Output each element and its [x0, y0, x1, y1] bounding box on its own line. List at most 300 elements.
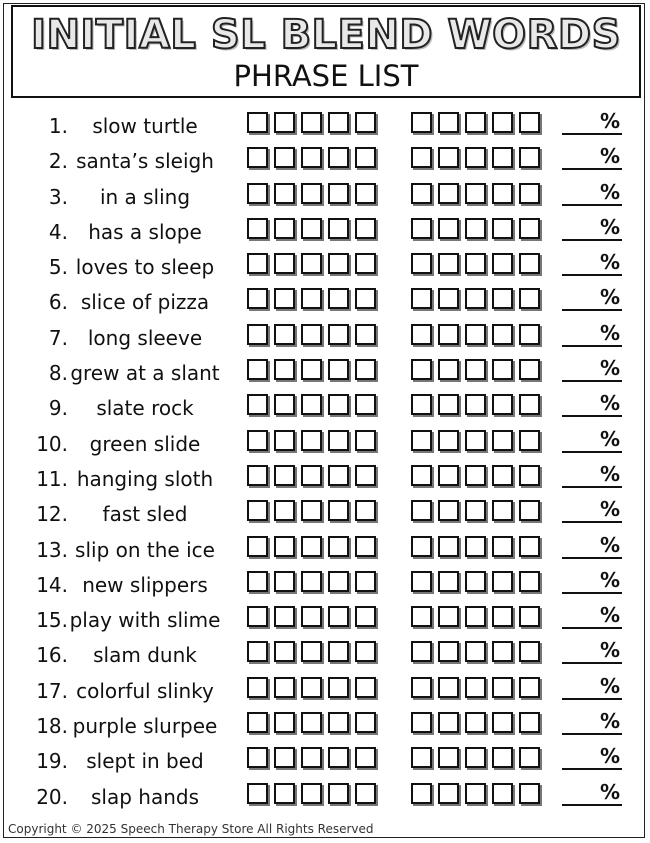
phrase-row [0, 532, 650, 567]
tally-checkbox[interactable] [247, 677, 268, 698]
tally-checkbox[interactable] [492, 641, 513, 662]
tally-checkbox[interactable] [247, 394, 268, 415]
tally-box-group [247, 253, 376, 274]
percent-blank-line[interactable] [562, 380, 622, 382]
tally-checkbox[interactable] [438, 783, 459, 804]
tally-box-group [411, 783, 540, 804]
tally-checkbox[interactable] [519, 712, 540, 733]
tally-checkbox[interactable] [438, 288, 459, 309]
tally-checkbox[interactable] [328, 430, 349, 451]
phrase-text: grew at a slant [70, 361, 220, 386]
percent-blank-line[interactable] [562, 768, 622, 770]
tally-checkbox[interactable] [438, 606, 459, 627]
percent-sign: % [600, 144, 621, 169]
tally-box-group [247, 747, 376, 768]
tally-checkbox[interactable] [328, 571, 349, 592]
tally-checkbox[interactable] [355, 147, 376, 168]
tally-checkbox[interactable] [465, 641, 486, 662]
tally-checkbox[interactable] [465, 288, 486, 309]
tally-checkbox[interactable] [519, 324, 540, 345]
percent-blank-line[interactable] [562, 592, 622, 594]
tally-checkbox[interactable] [301, 112, 322, 133]
tally-checkbox[interactable] [411, 712, 432, 733]
tally-checkbox[interactable] [355, 288, 376, 309]
tally-checkbox[interactable] [519, 359, 540, 380]
tally-checkbox[interactable] [492, 571, 513, 592]
percent-blank-line[interactable] [562, 627, 622, 629]
percent-blank-line[interactable] [562, 733, 622, 735]
tally-checkbox[interactable] [492, 112, 513, 133]
percent-sign: % [600, 497, 621, 522]
phrase-row [0, 214, 650, 249]
tally-checkbox[interactable] [411, 747, 432, 768]
phrase-list [0, 108, 650, 814]
tally-checkbox[interactable] [438, 147, 459, 168]
percent-sign: % [600, 638, 621, 663]
tally-checkbox[interactable] [519, 112, 540, 133]
tally-checkbox[interactable] [274, 183, 295, 204]
tally-checkbox[interactable] [411, 783, 432, 804]
tally-checkbox[interactable] [328, 783, 349, 804]
tally-checkbox[interactable] [328, 641, 349, 662]
row-number: 9. [48, 396, 68, 421]
tally-checkbox[interactable] [492, 253, 513, 274]
row-number: 19. [36, 749, 68, 774]
tally-checkbox[interactable] [465, 430, 486, 451]
percent-blank-line[interactable] [562, 557, 622, 559]
percent-blank-line[interactable] [562, 662, 622, 664]
tally-box-group [247, 112, 376, 133]
tally-checkbox[interactable] [301, 394, 322, 415]
tally-checkbox[interactable] [328, 394, 349, 415]
tally-checkbox[interactable] [438, 747, 459, 768]
phrase-text: colorful slinky [76, 678, 214, 703]
tally-checkbox[interactable] [438, 394, 459, 415]
tally-checkbox[interactable] [519, 571, 540, 592]
tally-box-group [411, 465, 540, 486]
tally-checkbox[interactable] [492, 394, 513, 415]
tally-checkbox[interactable] [247, 641, 268, 662]
page-title: INITIAL SL BLEND WORDS [31, 12, 621, 58]
phrase-text: hanging sloth [76, 466, 214, 491]
tally-checkbox[interactable] [355, 183, 376, 204]
tally-checkbox[interactable] [247, 500, 268, 521]
tally-box-group [411, 183, 540, 204]
tally-checkbox[interactable] [301, 253, 322, 274]
percent-blank-line[interactable] [562, 309, 622, 311]
phrase-text: loves to sleep [75, 255, 215, 280]
tally-checkbox[interactable] [274, 677, 295, 698]
row-number: 15. [36, 608, 68, 633]
tally-checkbox[interactable] [301, 536, 322, 557]
tally-checkbox[interactable] [301, 430, 322, 451]
row-number: 18. [36, 714, 68, 739]
row-number: 2. [48, 149, 68, 174]
tally-checkbox[interactable] [438, 677, 459, 698]
percent-sign: % [600, 603, 621, 628]
tally-checkbox[interactable] [492, 288, 513, 309]
tally-checkbox[interactable] [355, 430, 376, 451]
tally-checkbox[interactable] [247, 571, 268, 592]
tally-box-group [411, 324, 540, 345]
phrase-row [0, 673, 650, 708]
tally-checkbox[interactable] [247, 288, 268, 309]
tally-checkbox[interactable] [355, 747, 376, 768]
tally-checkbox[interactable] [519, 288, 540, 309]
tally-box-group [411, 500, 540, 521]
phrase-text: slept in bed [86, 749, 204, 774]
tally-checkbox[interactable] [301, 677, 322, 698]
tally-checkbox[interactable] [465, 783, 486, 804]
tally-checkbox[interactable] [411, 430, 432, 451]
tally-checkbox[interactable] [247, 147, 268, 168]
tally-checkbox[interactable] [301, 606, 322, 627]
tally-checkbox[interactable] [247, 430, 268, 451]
tally-checkbox[interactable] [355, 394, 376, 415]
tally-checkbox[interactable] [438, 712, 459, 733]
row-number: 17. [36, 678, 68, 703]
tally-checkbox[interactable] [411, 465, 432, 486]
tally-checkbox[interactable] [411, 394, 432, 415]
tally-checkbox[interactable] [492, 430, 513, 451]
percent-blank-line[interactable] [562, 133, 622, 135]
tally-box-group [247, 536, 376, 557]
tally-checkbox[interactable] [274, 394, 295, 415]
tally-checkbox[interactable] [411, 218, 432, 239]
tally-checkbox[interactable] [519, 183, 540, 204]
tally-checkbox[interactable] [519, 147, 540, 168]
tally-checkbox[interactable] [492, 747, 513, 768]
tally-checkbox[interactable] [465, 500, 486, 521]
tally-checkbox[interactable] [274, 430, 295, 451]
tally-box-group [247, 677, 376, 698]
tally-checkbox[interactable] [519, 253, 540, 274]
phrase-text: long sleeve [87, 325, 203, 350]
tally-checkbox[interactable] [355, 253, 376, 274]
tally-checkbox[interactable] [328, 288, 349, 309]
tally-checkbox[interactable] [355, 641, 376, 662]
percent-blank-line[interactable] [562, 804, 622, 806]
tally-checkbox[interactable] [438, 324, 459, 345]
percent-sign: % [600, 179, 621, 204]
tally-checkbox[interactable] [438, 500, 459, 521]
tally-checkbox[interactable] [247, 359, 268, 380]
tally-checkbox[interactable] [438, 641, 459, 662]
row-number: 6. [48, 290, 68, 315]
percent-blank-line[interactable] [562, 415, 622, 417]
tally-checkbox[interactable] [438, 112, 459, 133]
tally-checkbox[interactable] [411, 641, 432, 662]
tally-checkbox[interactable] [328, 536, 349, 557]
tally-box-group [247, 641, 376, 662]
tally-checkbox[interactable] [301, 500, 322, 521]
tally-checkbox[interactable] [328, 606, 349, 627]
tally-checkbox[interactable] [465, 394, 486, 415]
tally-checkbox[interactable] [438, 359, 459, 380]
tally-box-group [411, 677, 540, 698]
phrase-text: play with slime [69, 608, 221, 633]
phrase-text: fast sled [102, 502, 188, 527]
row-number: 5. [48, 255, 68, 280]
tally-checkbox[interactable] [438, 571, 459, 592]
page-subtitle: PHRASE LIST [233, 59, 419, 93]
tally-checkbox[interactable] [438, 430, 459, 451]
tally-checkbox[interactable] [328, 359, 349, 380]
tally-checkbox[interactable] [247, 218, 268, 239]
tally-box-group [411, 394, 540, 415]
tally-checkbox[interactable] [274, 783, 295, 804]
tally-checkbox[interactable] [465, 359, 486, 380]
tally-checkbox[interactable] [465, 677, 486, 698]
tally-checkbox[interactable] [519, 677, 540, 698]
percent-sign: % [600, 461, 621, 486]
tally-checkbox[interactable] [328, 324, 349, 345]
tally-checkbox[interactable] [519, 606, 540, 627]
tally-checkbox[interactable] [274, 288, 295, 309]
phrase-text: green slide [89, 431, 201, 456]
tally-checkbox[interactable] [519, 500, 540, 521]
tally-checkbox[interactable] [519, 465, 540, 486]
tally-checkbox[interactable] [519, 218, 540, 239]
tally-checkbox[interactable] [328, 747, 349, 768]
tally-checkbox[interactable] [328, 712, 349, 733]
phrase-text: slice of pizza [80, 290, 210, 315]
tally-checkbox[interactable] [301, 183, 322, 204]
tally-checkbox[interactable] [465, 218, 486, 239]
phrase-text: slow turtle [92, 114, 198, 138]
tally-checkbox[interactable] [274, 606, 295, 627]
tally-checkbox[interactable] [465, 536, 486, 557]
tally-box-group [247, 465, 376, 486]
tally-box-group [247, 712, 376, 733]
tally-box-group [247, 288, 376, 309]
tally-checkbox[interactable] [411, 288, 432, 309]
tally-checkbox[interactable] [519, 430, 540, 451]
tally-checkbox[interactable] [355, 324, 376, 345]
tally-checkbox[interactable] [465, 147, 486, 168]
tally-checkbox[interactable] [355, 677, 376, 698]
tally-checkbox[interactable] [247, 183, 268, 204]
tally-checkbox[interactable] [492, 606, 513, 627]
tally-checkbox[interactable] [492, 183, 513, 204]
phrase-text: new slippers [82, 572, 208, 597]
tally-checkbox[interactable] [492, 147, 513, 168]
row-number: 8. [48, 361, 68, 386]
tally-checkbox[interactable] [411, 606, 432, 627]
tally-checkbox[interactable] [465, 253, 486, 274]
tally-checkbox[interactable] [301, 641, 322, 662]
percent-blank-line[interactable] [562, 274, 622, 276]
percent-sign: % [600, 426, 621, 451]
tally-checkbox[interactable] [247, 606, 268, 627]
tally-checkbox[interactable] [301, 324, 322, 345]
row-number: 4. [48, 219, 68, 244]
tally-checkbox[interactable] [465, 571, 486, 592]
tally-checkbox[interactable] [301, 712, 322, 733]
tally-checkbox[interactable] [301, 783, 322, 804]
tally-box-group [411, 747, 540, 768]
tally-checkbox[interactable] [411, 500, 432, 521]
tally-checkbox[interactable] [519, 641, 540, 662]
tally-checkbox[interactable] [328, 147, 349, 168]
percent-sign: % [600, 285, 621, 310]
tally-checkbox[interactable] [355, 783, 376, 804]
tally-checkbox[interactable] [274, 712, 295, 733]
tally-checkbox[interactable] [355, 359, 376, 380]
tally-checkbox[interactable] [465, 465, 486, 486]
tally-checkbox[interactable] [465, 747, 486, 768]
phrase-row [0, 426, 650, 461]
tally-checkbox[interactable] [274, 253, 295, 274]
phrase-row [0, 461, 650, 496]
tally-checkbox[interactable] [247, 112, 268, 133]
phrase-row [0, 249, 650, 284]
phrase-text: santa’s sleigh [76, 149, 214, 174]
tally-checkbox[interactable] [274, 218, 295, 239]
tally-box-group [247, 500, 376, 521]
tally-checkbox[interactable] [492, 324, 513, 345]
tally-checkbox[interactable] [301, 571, 322, 592]
tally-checkbox[interactable] [411, 112, 432, 133]
tally-checkbox[interactable] [411, 536, 432, 557]
tally-checkbox[interactable] [301, 747, 322, 768]
tally-checkbox[interactable] [274, 500, 295, 521]
tally-checkbox[interactable] [492, 677, 513, 698]
tally-checkbox[interactable] [438, 218, 459, 239]
tally-box-group [247, 147, 376, 168]
tally-checkbox[interactable] [301, 359, 322, 380]
tally-checkbox[interactable] [465, 112, 486, 133]
tally-box-group [411, 112, 540, 133]
phrase-row [0, 355, 650, 390]
row-number: 16. [36, 643, 68, 668]
tally-checkbox[interactable] [465, 606, 486, 627]
tally-checkbox[interactable] [328, 465, 349, 486]
tally-checkbox[interactable] [465, 324, 486, 345]
tally-checkbox[interactable] [274, 147, 295, 168]
tally-checkbox[interactable] [247, 253, 268, 274]
phrase-row [0, 743, 650, 778]
tally-box-group [411, 253, 540, 274]
percent-sign: % [600, 391, 621, 416]
tally-checkbox[interactable] [328, 183, 349, 204]
tally-checkbox[interactable] [492, 359, 513, 380]
tally-checkbox[interactable] [355, 606, 376, 627]
phrase-text: slip on the ice [75, 537, 215, 562]
tally-checkbox[interactable] [274, 641, 295, 662]
tally-checkbox[interactable] [301, 288, 322, 309]
tally-checkbox[interactable] [247, 747, 268, 768]
tally-checkbox[interactable] [355, 571, 376, 592]
tally-checkbox[interactable] [411, 677, 432, 698]
tally-checkbox[interactable] [411, 183, 432, 204]
tally-checkbox[interactable] [328, 500, 349, 521]
percent-sign: % [600, 532, 621, 557]
percent-blank-line[interactable] [562, 521, 622, 523]
tally-checkbox[interactable] [274, 465, 295, 486]
tally-checkbox[interactable] [328, 112, 349, 133]
tally-checkbox[interactable] [411, 359, 432, 380]
tally-box-group [411, 218, 540, 239]
tally-checkbox[interactable] [247, 783, 268, 804]
tally-checkbox[interactable] [247, 536, 268, 557]
percent-blank-line[interactable] [562, 451, 622, 453]
tally-checkbox[interactable] [438, 536, 459, 557]
tally-box-group [411, 571, 540, 592]
percent-blank-line[interactable] [562, 239, 622, 241]
percent-blank-line[interactable] [562, 168, 622, 170]
tally-checkbox[interactable] [328, 677, 349, 698]
percent-sign: % [600, 250, 621, 275]
tally-checkbox[interactable] [411, 571, 432, 592]
phrase-row [0, 108, 650, 143]
percent-blank-line[interactable] [562, 204, 622, 206]
tally-checkbox[interactable] [274, 112, 295, 133]
tally-box-group [411, 359, 540, 380]
phrase-text: has a slope [88, 219, 202, 244]
tally-checkbox[interactable] [301, 147, 322, 168]
tally-checkbox[interactable] [438, 183, 459, 204]
tally-checkbox[interactable] [274, 359, 295, 380]
tally-checkbox[interactable] [411, 253, 432, 274]
percent-blank-line[interactable] [562, 698, 622, 700]
tally-checkbox[interactable] [492, 465, 513, 486]
tally-checkbox[interactable] [411, 324, 432, 345]
tally-checkbox[interactable] [519, 747, 540, 768]
tally-checkbox[interactable] [492, 712, 513, 733]
tally-checkbox[interactable] [438, 253, 459, 274]
tally-checkbox[interactable] [355, 536, 376, 557]
tally-checkbox[interactable] [519, 394, 540, 415]
tally-checkbox[interactable] [355, 500, 376, 521]
tally-checkbox[interactable] [328, 218, 349, 239]
tally-checkbox[interactable] [274, 571, 295, 592]
tally-checkbox[interactable] [519, 536, 540, 557]
tally-checkbox[interactable] [355, 712, 376, 733]
copyright-notice: Copyright © 2025 Speech Therapy Store All Rights Reserved [8, 822, 374, 836]
tally-checkbox[interactable] [247, 712, 268, 733]
tally-checkbox[interactable] [411, 147, 432, 168]
tally-checkbox[interactable] [492, 218, 513, 239]
percent-blank-line[interactable] [562, 486, 622, 488]
tally-checkbox[interactable] [355, 218, 376, 239]
tally-checkbox[interactable] [465, 183, 486, 204]
tally-checkbox[interactable] [492, 500, 513, 521]
tally-checkbox[interactable] [492, 536, 513, 557]
phrase-row [0, 779, 650, 814]
percent-sign: % [600, 320, 621, 345]
phrase-row [0, 496, 650, 531]
tally-checkbox[interactable] [301, 218, 322, 239]
tally-checkbox[interactable] [519, 783, 540, 804]
tally-checkbox[interactable] [274, 747, 295, 768]
percent-blank-line[interactable] [562, 345, 622, 347]
tally-checkbox[interactable] [247, 324, 268, 345]
tally-box-group [247, 394, 376, 415]
tally-checkbox[interactable] [301, 465, 322, 486]
tally-checkbox[interactable] [247, 465, 268, 486]
tally-checkbox[interactable] [328, 253, 349, 274]
tally-checkbox[interactable] [492, 783, 513, 804]
tally-checkbox[interactable] [355, 112, 376, 133]
percent-sign: % [600, 673, 621, 698]
tally-checkbox[interactable] [355, 465, 376, 486]
tally-checkbox[interactable] [274, 324, 295, 345]
tally-checkbox[interactable] [274, 536, 295, 557]
tally-checkbox[interactable] [438, 465, 459, 486]
percent-sign: % [600, 744, 621, 769]
tally-checkbox[interactable] [465, 712, 486, 733]
